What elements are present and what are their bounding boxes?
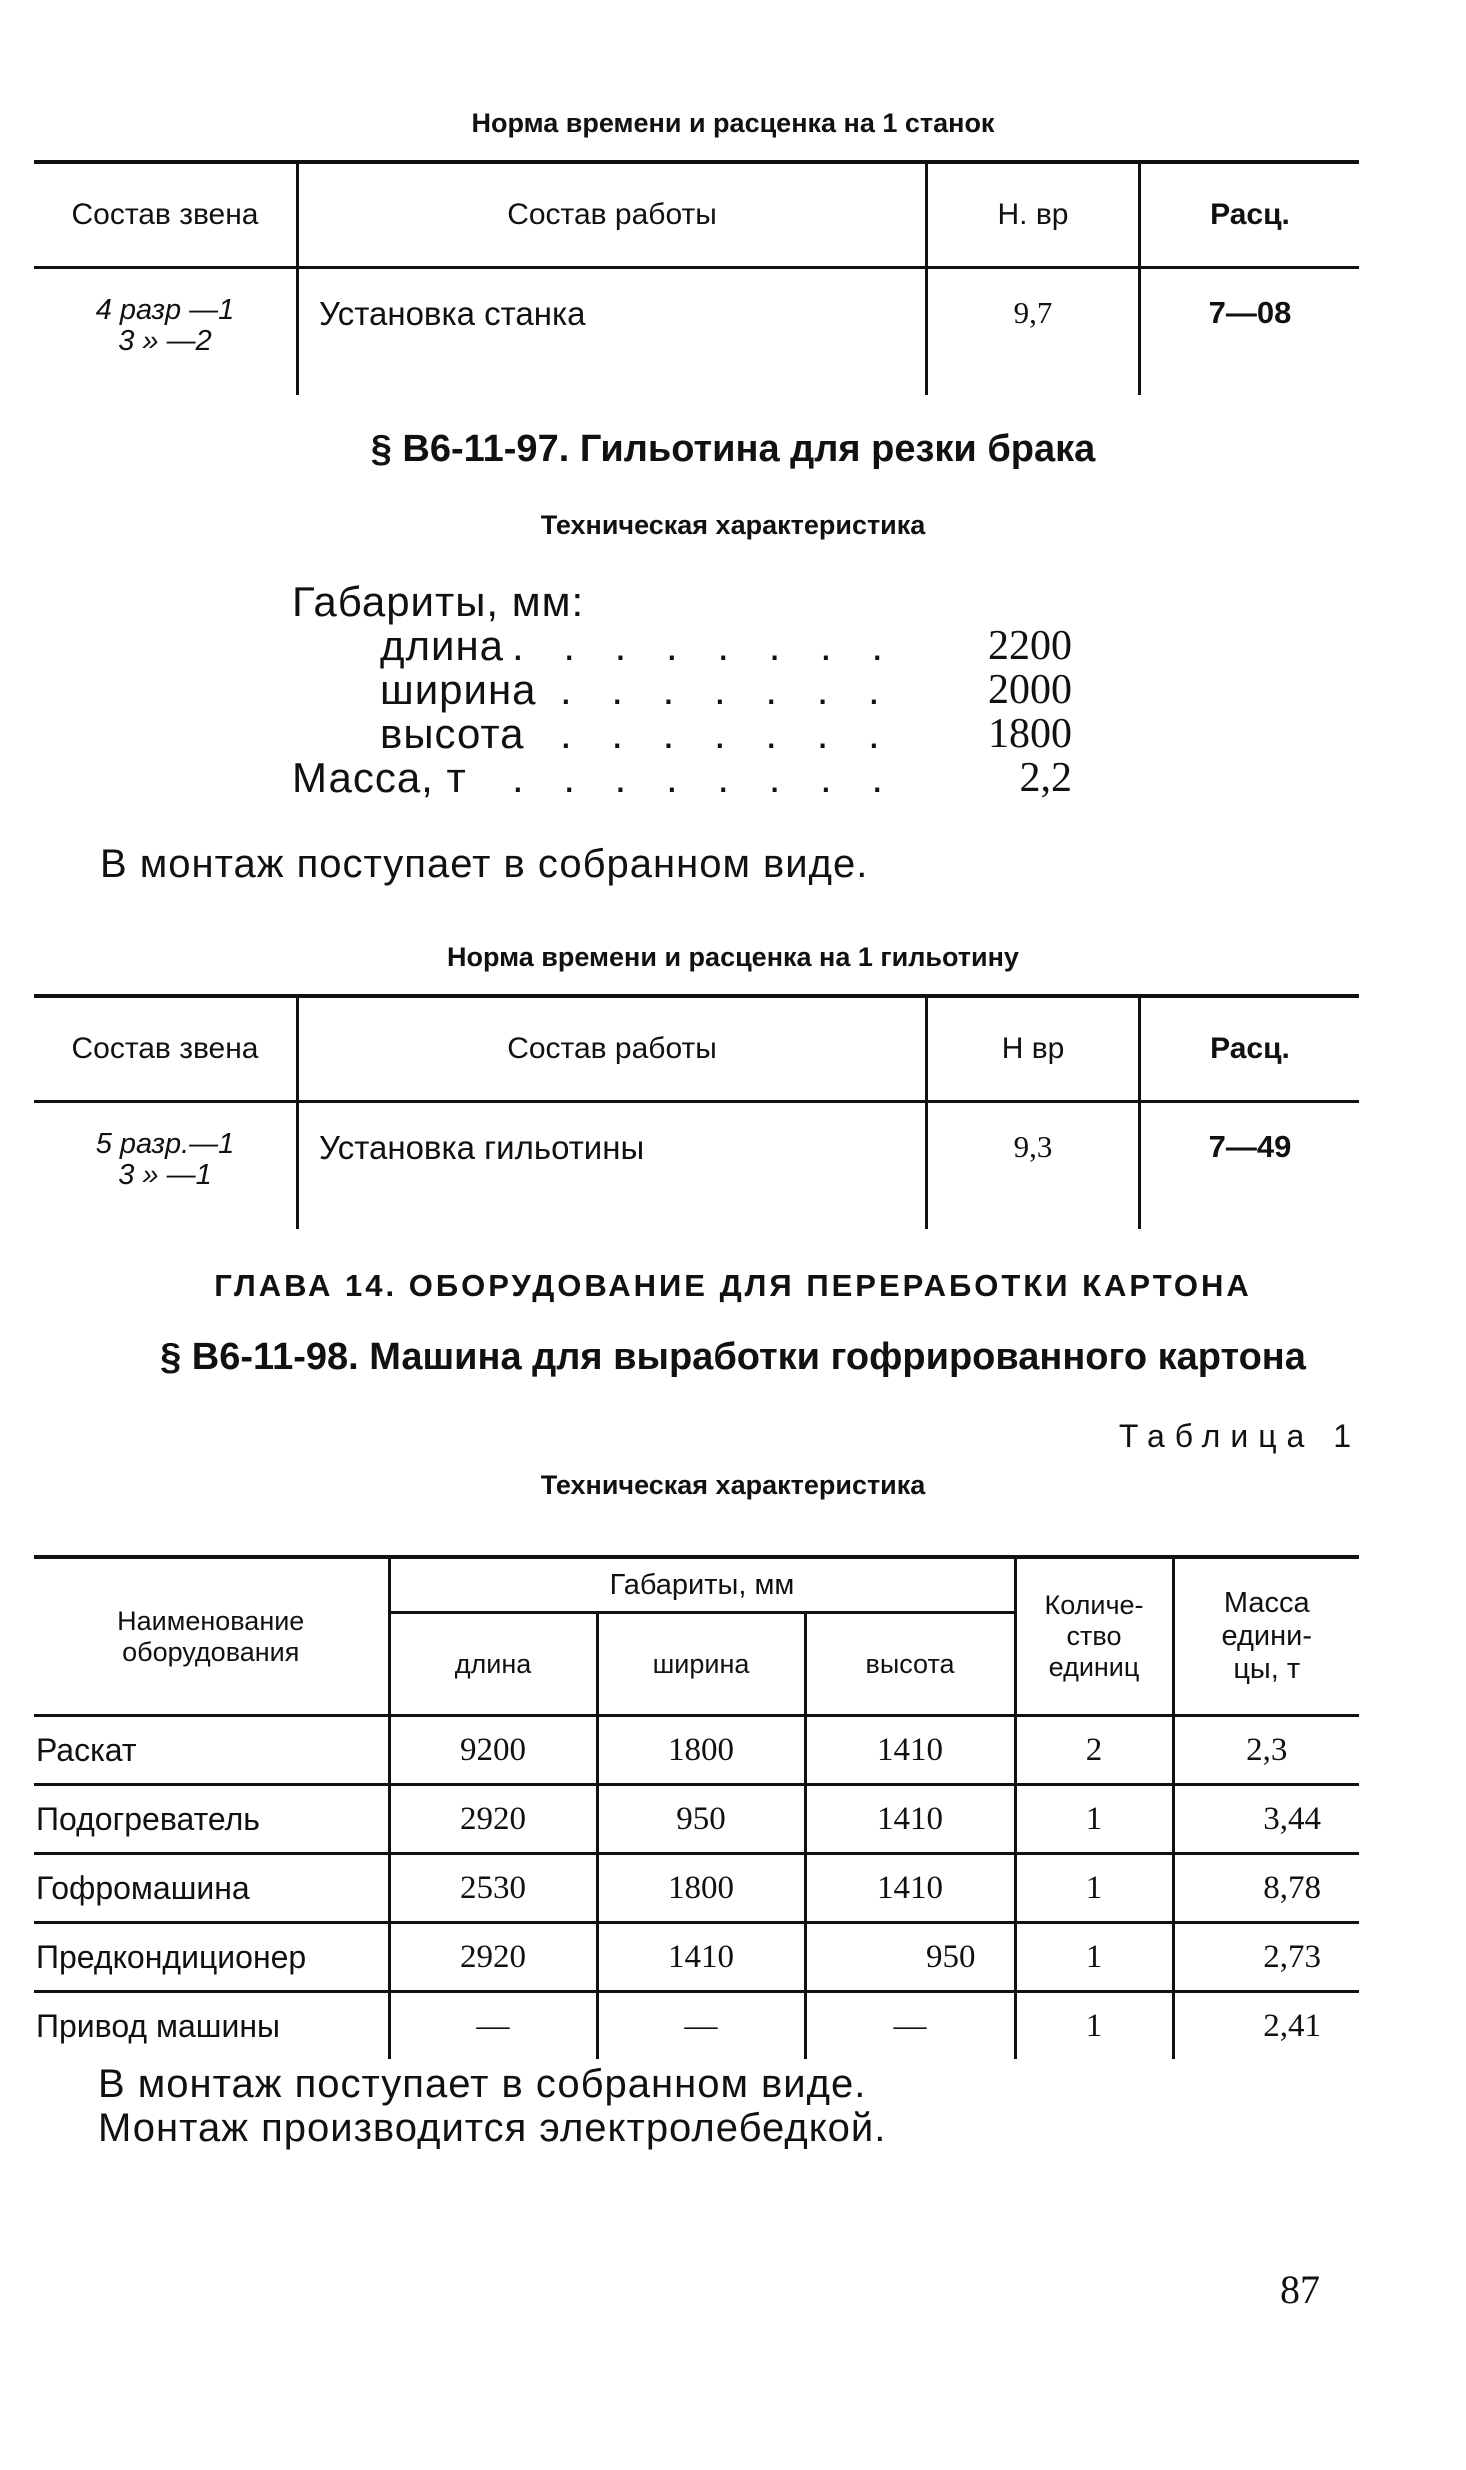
table-row (34, 1716, 1359, 1785)
table-row (34, 1854, 1359, 1923)
work-cell: Установка гильотины (298, 1102, 927, 1230)
header-count: Количе- ство единиц (1015, 1557, 1173, 1716)
cell-count: 1 (1015, 1923, 1173, 1992)
cell-count: 1 (1015, 1785, 1173, 1854)
cell-height: — (805, 1992, 1015, 2060)
section-98-note-line-2: Монтаж производится электролебедкой. (98, 2106, 887, 2150)
cell-mass: 8,78 (1173, 1854, 1359, 1923)
spec-label-length: длина (380, 622, 505, 669)
cell-mass: 3,44 (1173, 1785, 1359, 1854)
header-name: Наименование оборудования (34, 1557, 389, 1716)
table-row (34, 1923, 1359, 1992)
cell-name: Раскат (34, 1716, 389, 1785)
cell-length: — (389, 1992, 597, 2060)
cell-width: 1800 (597, 1716, 805, 1785)
spec-label-width: ширина (380, 666, 537, 713)
table-row (34, 1102, 1359, 1230)
cell-width: 1800 (597, 1854, 805, 1923)
header-height: высота (805, 1613, 1015, 1716)
cell-name: Гофромашина (34, 1854, 389, 1923)
section-98-subheading: Техническая характеристика (540, 1470, 926, 1500)
leader-dots: . . . . . . . . (512, 622, 898, 669)
norm-table-2 (34, 994, 1359, 1229)
cell-height: 1410 (805, 1854, 1015, 1923)
cell-mass: 2,73 (1173, 1923, 1359, 1992)
header-crew: Состав звена (34, 162, 298, 268)
crew-cell (34, 268, 298, 396)
cell-width: — (597, 1992, 805, 2060)
cell-count: 2 (1015, 1716, 1173, 1785)
section-98-note-line-1: В монтаж поступает в собранном виде. (98, 2062, 867, 2106)
section-98-heading: § В6-11-98. Машина для выработки гофрированного картона (160, 1336, 1306, 1378)
leader-dots: . . . . . . . (560, 710, 894, 757)
header-dimensions: Габариты, мм (389, 1557, 1015, 1613)
header-time-norm: Н. вр (927, 162, 1140, 268)
header-crew: Состав звена (34, 996, 298, 1102)
time-norm-cell: 9,3 (927, 1102, 1140, 1230)
cell-height: 1410 (805, 1785, 1015, 1854)
table-row (34, 1785, 1359, 1854)
norm-table-1 (34, 160, 1359, 395)
crew-cell (34, 1102, 298, 1230)
crew-line: 5 разр.—1 (95, 1128, 235, 1160)
cell-width: 950 (597, 1785, 805, 1854)
cell-length: 2920 (389, 1923, 597, 1992)
section-97-subheading: Техническая характеристика (540, 510, 926, 540)
leader-dots: . . . . . . . . (512, 754, 898, 801)
cell-count: 1 (1015, 1992, 1173, 2060)
crew-line: 4 разр —1 (95, 294, 235, 326)
equipment-table (34, 1555, 1359, 2059)
cell-height: 950 (805, 1923, 1015, 1992)
cell-name: Привод машины (34, 1992, 389, 2060)
table-label: Таблица 1 (1118, 1418, 1361, 1454)
work-cell: Установка станка (298, 268, 927, 396)
cell-length: 2530 (389, 1854, 597, 1923)
header-time-norm: Н вр (927, 996, 1140, 1102)
rate-cell: 7—08 (1140, 268, 1360, 396)
header-width: ширина (597, 1613, 805, 1716)
cell-count: 1 (1015, 1854, 1173, 1923)
header-work: Состав работы (298, 996, 927, 1102)
table-row (34, 1992, 1359, 2060)
dims-label: Габариты, мм: (292, 578, 585, 625)
norm-table-1-caption: Норма времени и расценка на 1 станок (471, 108, 995, 138)
section-97-note: В монтаж поступает в собранном виде. (100, 842, 869, 886)
crew-line: 3 » —1 (118, 1159, 212, 1191)
cell-name: Предкондиционер (34, 1923, 389, 1992)
page-number: 87 (1280, 2267, 1320, 2312)
spec-value-width: 2000 (988, 667, 1072, 713)
cell-length: 9200 (389, 1716, 597, 1785)
header-length: длина (389, 1613, 597, 1716)
cell-name: Подогреватель (34, 1785, 389, 1854)
norm-table-2-caption: Норма времени и расценка на 1 гильотину (447, 942, 1019, 972)
spec-value-length: 2200 (988, 623, 1072, 669)
cell-length: 2920 (389, 1785, 597, 1854)
chapter-heading: ГЛАВА 14. ОБОРУДОВАНИЕ ДЛЯ ПЕРЕРАБОТКИ КАРТОНА (214, 1268, 1252, 1303)
header-rate: Расц. (1140, 996, 1360, 1102)
rate-cell: 7—49 (1140, 1102, 1360, 1230)
crew-line: 3 » —2 (118, 325, 212, 357)
cell-mass: 2,3 (1173, 1716, 1359, 1785)
mass-label: Масса, т (292, 754, 467, 801)
table-row (34, 268, 1359, 396)
leader-dots: . . . . . . . (560, 666, 894, 713)
table-header-row (34, 1557, 1359, 1613)
table-header-row (34, 162, 1359, 268)
cell-mass: 2,41 (1173, 1992, 1359, 2060)
header-work: Состав работы (298, 162, 927, 268)
cell-height: 1410 (805, 1716, 1015, 1785)
header-mass: Масса едини- цы, т (1173, 1557, 1359, 1716)
table-header-row (34, 996, 1359, 1102)
spec-value-height: 1800 (988, 711, 1072, 757)
cell-width: 1410 (597, 1923, 805, 1992)
mass-value: 2,2 (1019, 755, 1072, 801)
section-97-heading: § В6-11-97. Гильотина для резки брака (370, 428, 1096, 470)
time-norm-cell: 9,7 (927, 268, 1140, 396)
spec-label-height: высота (380, 710, 525, 757)
header-rate: Расц. (1140, 162, 1360, 268)
